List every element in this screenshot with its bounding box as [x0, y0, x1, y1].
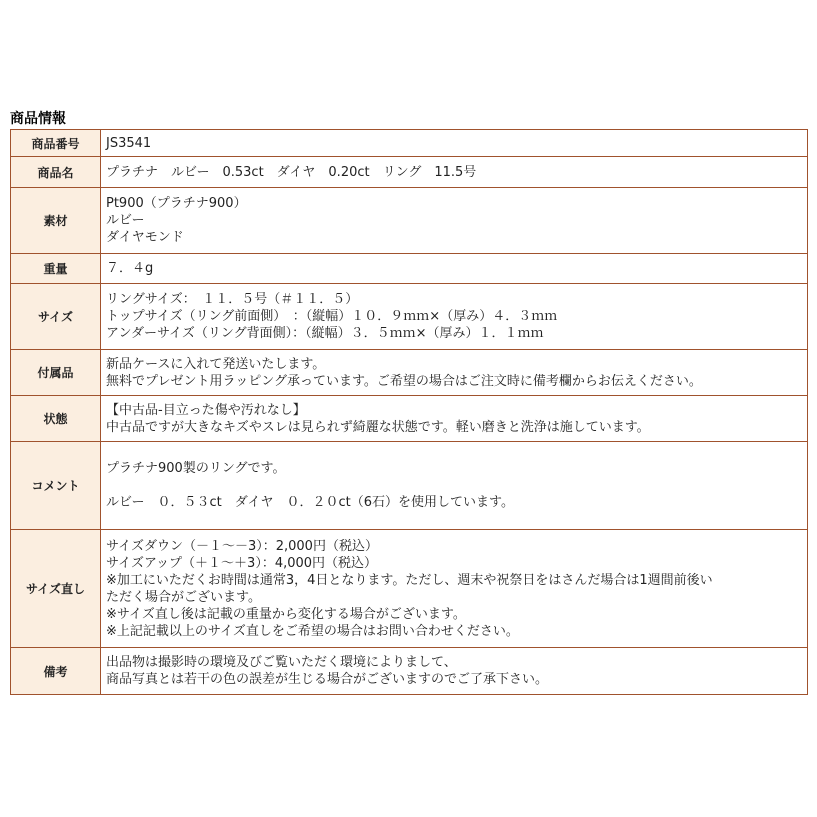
row-value: [101, 284, 808, 350]
value-line: サイズアップ（＋１～＋3）：4,000円（税込）: [106, 555, 378, 571]
value-line: 新品ケースに入れて発送いたします。: [106, 356, 326, 372]
row-value: [101, 157, 808, 188]
value-line: トップサイズ（リング前面側） ：（縦幅）１０．９ｍｍ×（厚み）４．３ｍｍ: [106, 309, 558, 324]
value-line: プラチナ ルビー 0.53ct ダイヤ 0.20ct リング 11.5号: [106, 164, 477, 180]
value-line: ※サイズ直し後は記載の重量から変化する場合がございます。: [106, 606, 466, 622]
value-line: ※加工にいただくお時間は通常3，4日となります。ただし、週末や祝祭日をはさんだ場合は1週間前後い: [106, 572, 713, 588]
value-line: ルビー ０．５３ct ダイヤ ０．２０ct（6石）を使用しています。: [106, 495, 514, 510]
row-value: [101, 188, 808, 254]
value-line: 出品物は撮影時の環境及びご覧いただく環境によりまして、: [106, 655, 457, 670]
value-line: リングサイズ： １１．５号（＃１１．５）: [106, 292, 359, 307]
value-line: 中古品ですが大きなキズやスレは見られず綺麗な状態です。軽い磨きと洗浄は施しています。: [106, 419, 650, 435]
row-label: 状態: [11, 396, 101, 442]
row-label: 商品名: [11, 157, 101, 188]
value-line: アンダーサイズ（リング背面側）：（縦幅）３．５ｍｍ×（厚み）１．１ｍｍ: [106, 326, 544, 341]
row-label: 備考: [11, 648, 101, 695]
blank-line: [106, 477, 807, 494]
value-line: ７．４g: [106, 261, 154, 276]
row-label: 付属品: [11, 350, 101, 396]
row-value: [101, 254, 808, 284]
row-label: 商品番号: [11, 130, 101, 157]
table-row-remarks: [11, 648, 808, 695]
value-line: Pt900（プラチナ900）: [106, 196, 247, 211]
row-label: 重量: [11, 254, 101, 284]
table-row-product-name: [11, 157, 808, 188]
section-title: 商品情報: [10, 111, 66, 127]
value-line: ルビー: [106, 213, 145, 228]
row-value: [101, 396, 808, 442]
table-row-comment: [11, 442, 808, 530]
value-line: ただく場合がございます。: [106, 589, 261, 605]
value-line: JS3541: [106, 135, 152, 151]
table-row-condition: [11, 396, 808, 442]
table-row-size-adjustment: [11, 530, 808, 648]
table-row-size: [11, 284, 808, 350]
table-row-weight: [11, 254, 808, 284]
row-value: [101, 648, 808, 695]
row-value: [101, 350, 808, 396]
product-info-table: [10, 129, 808, 695]
row-label: コメント: [11, 442, 101, 530]
table-row-product-number: [11, 130, 808, 157]
row-value: [101, 442, 808, 530]
table-row-material: [11, 188, 808, 254]
value-line: ダイヤモンド: [106, 230, 184, 245]
value-line: サイズダウン（－１～－3）：2,000円（税込）: [106, 538, 378, 554]
row-value: [101, 130, 808, 157]
value-line: 無料でプレゼント用ラッピング承っています。ご希望の場合はご注文時に備考欄からお伝えください。: [106, 373, 702, 389]
value-line: プラチナ900製のリングです。: [106, 461, 286, 476]
row-value: [101, 530, 808, 648]
row-label: サイズ直し: [11, 530, 101, 648]
row-label: サイズ: [11, 284, 101, 350]
value-line: 商品写真とは若干の色の誤差が生じる場合がございますのでご了承下さい。: [106, 672, 549, 687]
value-line: ※上記記載以上のサイズ直しをご希望の場合はお問い合わせください。: [106, 623, 519, 639]
row-label: 素材: [11, 188, 101, 254]
table-row-accessories: [11, 350, 808, 396]
value-line: 【中古品-目立った傷や汚れなし】: [106, 402, 306, 418]
